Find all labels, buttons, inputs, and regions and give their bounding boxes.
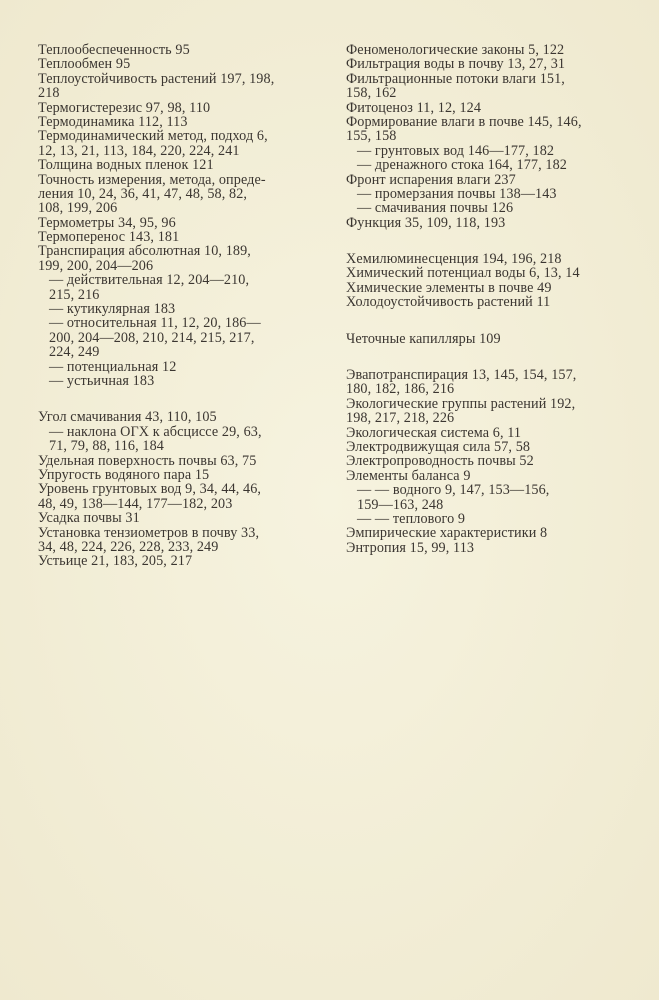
index-entry-line: Теплообеспеченность 95: [38, 42, 190, 58]
index-subentry-line: — грунтовых вод 146—177, 182: [357, 142, 555, 159]
index-subentry-line: — дренажного стока 164, 177, 182: [357, 157, 567, 174]
index-entry-line: Фитоценоз 11, 12, 124: [346, 99, 482, 116]
index-entry-line: Холодоустойчивость растений 11: [346, 294, 551, 311]
right-column: [346, 43, 646, 555]
index-entry-line: Теплоустойчивость растений 197, 198,: [38, 70, 275, 87]
index-entry-line: Фронт испарения влаги 237: [346, 171, 516, 188]
index-entry-line: 218: [38, 85, 60, 102]
index-entry-line: Фильтрационные потоки влаги 151,: [346, 70, 565, 87]
index-subentry-line: — — водного 9, 147, 153—156,: [357, 482, 550, 499]
index-entry-line: Четочные капилляры 109: [346, 330, 501, 347]
index-group-f: [346, 43, 646, 230]
index-group-kh: [346, 252, 646, 310]
index-entry-line: Эмпирические характеристики 8: [346, 525, 548, 542]
index-entry-line: 48, 49, 138—144, 177—182, 203: [38, 495, 233, 512]
index-entry-line: Термогистерезис 97, 98, 110: [38, 99, 211, 116]
index-subentry-line: — действительная 12, 204—210,: [49, 272, 250, 289]
index-entry-line: Термометры 34, 95, 96: [38, 214, 176, 231]
index-entry-line: Уровень грунтовых вод 9, 34, 44, 46,: [38, 481, 262, 498]
index-subentry-line: — потенциальная 12: [49, 358, 177, 375]
index-group-u: [38, 410, 338, 568]
index-subentry-line: 215, 216: [49, 286, 100, 303]
index-entry-line: Толщина водных пленок 121: [38, 157, 214, 174]
index-entry-line: 155, 158: [346, 128, 397, 145]
index-subentry-line: — промерзания почвы 138—143: [357, 185, 557, 202]
index-entry-line: 12, 13, 21, 113, 184, 220, 224, 241: [38, 142, 240, 159]
index-subentry-line: — кутикулярная 183: [49, 301, 176, 318]
index-entry-line: ления 10, 24, 36, 41, 47, 48, 58, 82,: [38, 185, 248, 202]
index-subentry-line: 159—163, 248: [357, 496, 444, 513]
index-entry-line: Усадка почвы 31: [38, 510, 140, 527]
index-entry-line: Электропроводность почвы 52: [346, 453, 534, 470]
index-entry-line: Химический потенциал воды 6, 13, 14: [346, 265, 580, 282]
index-entry-line: Термодинамический метод, подход 6,: [38, 128, 268, 145]
index-entry-line: Термодинамика 112, 113: [38, 113, 188, 130]
index-group-t: [38, 43, 338, 388]
index-subentry-line: — — теплового 9: [357, 510, 466, 527]
index-entry-line: Элементы баланса 9: [346, 467, 471, 484]
index-group-ch: [346, 332, 646, 346]
index-entry-line: 198, 217, 218, 226: [346, 410, 455, 427]
index-entry-line: Удельная поверхность почвы 63, 75: [38, 452, 257, 469]
index-entry-line: Фильтрация воды в почву 13, 27, 31: [346, 56, 566, 73]
index-entry-line: Хемилюминесценция 194, 196, 218: [346, 251, 562, 268]
index-entry-line: Угол смачивания 43, 110, 105: [38, 409, 217, 426]
index-entry-line: 34, 48, 224, 226, 228, 233, 249: [38, 538, 219, 555]
index-entry-line: Упругость водяного пара 15: [38, 466, 210, 483]
index-entry-line: Установка тензиометров в почву 33,: [38, 524, 260, 541]
index-subentry-line: — устьичная 183: [49, 372, 155, 389]
index-subentry-line: 71, 79, 88, 116, 184: [49, 438, 164, 455]
index-entry-line: Формирование влаги в почве 145, 146,: [346, 113, 582, 130]
index-entry-line: Функция 35, 109, 118, 193: [346, 214, 506, 231]
index-entry-line: Теплообмен 95: [38, 56, 131, 73]
index-subentry-line: 224, 249: [49, 344, 100, 361]
index-entry-line: Химические элементы в почве 49: [346, 279, 552, 296]
index-entry-line: Энтропия 15, 99, 113: [346, 539, 475, 556]
index-subentry-line: — смачивания почвы 126: [357, 200, 514, 217]
index-entry-line: 108, 199, 206: [38, 200, 118, 217]
index-subentry-line: — относительная 11, 12, 20, 186—: [49, 315, 261, 332]
index-group-e: [346, 368, 646, 555]
index-entry-line: Устьице 21, 183, 205, 217: [38, 553, 193, 570]
index-entry-line: Феноменологические законы 5, 122: [346, 42, 565, 58]
index-entry-line: 158, 162: [346, 85, 397, 102]
index-subentry-line: 200, 204—208, 210, 214, 215, 217,: [49, 329, 255, 346]
index-entry-line: Точность измерения, метода, опреде-: [38, 171, 266, 188]
index-entry-line: Экологическая система 6, 11: [346, 424, 522, 441]
index-entry-line: Транспирация абсолютная 10, 189,: [38, 243, 251, 260]
index-entry-line: Эвапотранспирация 13, 145, 154, 157,: [346, 367, 577, 384]
index-subentry-line: — наклона ОГХ к абсциссе 29, 63,: [49, 423, 262, 440]
index-entry-line: Экологические группы растений 192,: [346, 395, 576, 412]
index-entry-line: Электродвижущая сила 57, 58: [346, 438, 531, 455]
index-entry-line: 180, 182, 186, 216: [346, 381, 455, 398]
index-entry-line: Термоперенос 143, 181: [38, 229, 180, 246]
index-entry-line: 199, 200, 204—206: [38, 257, 154, 274]
left-column: [38, 43, 338, 569]
